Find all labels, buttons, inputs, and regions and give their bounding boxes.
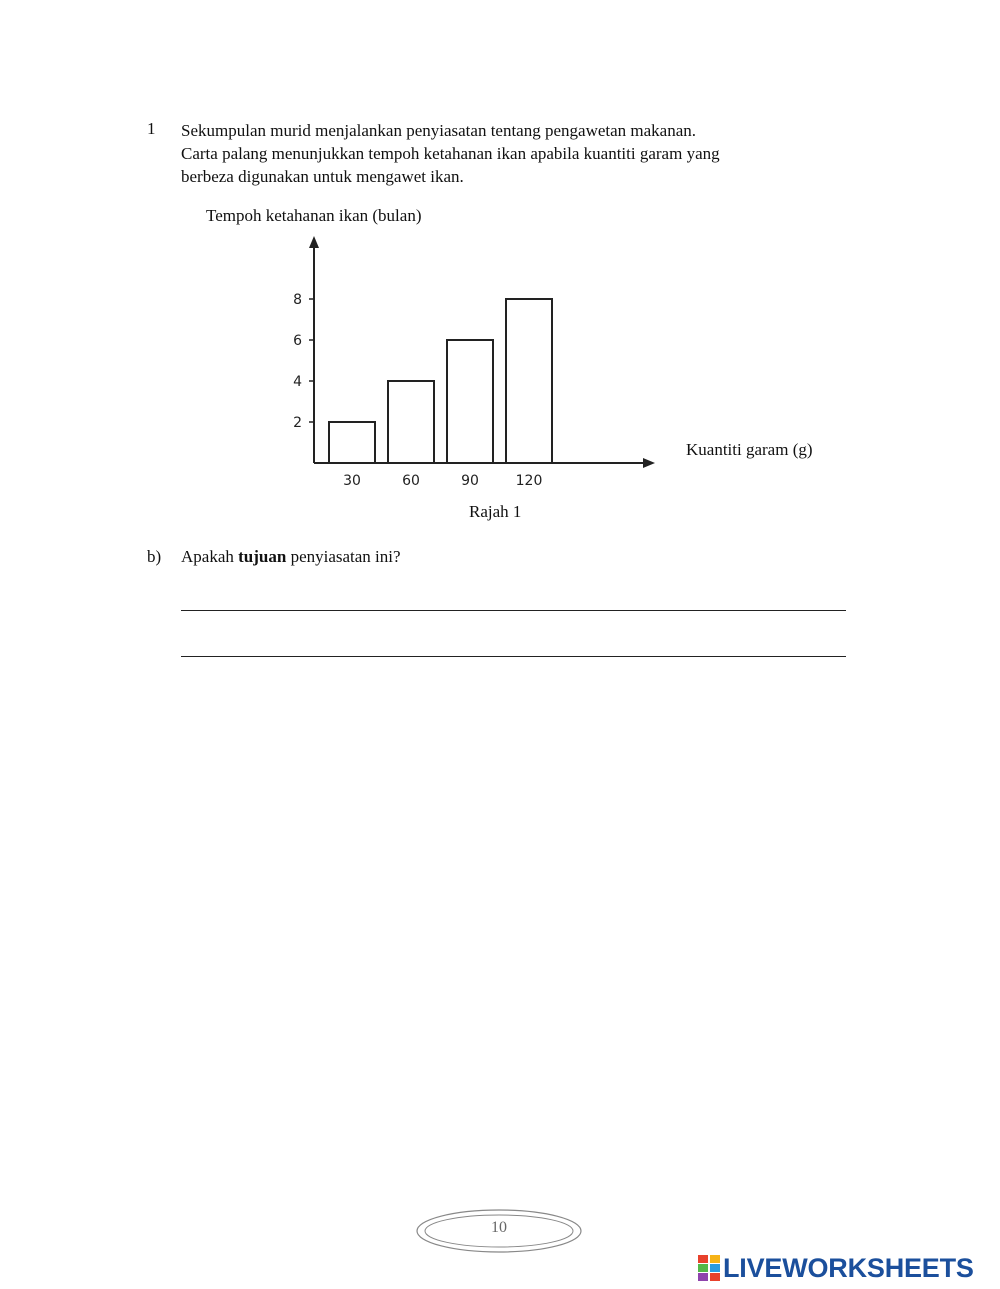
x-axis-arrow: [643, 458, 655, 468]
bar-30: [329, 422, 375, 463]
bar-60: [388, 381, 434, 463]
part-b-prefix: Apakah: [181, 547, 239, 566]
page-number: 10: [491, 1219, 507, 1236]
bar-120: [506, 299, 552, 463]
y-tick-label-6: 6: [293, 333, 302, 349]
part-b-suffix: penyiasatan ini?: [286, 547, 401, 566]
y-tick-label-2: 2: [293, 415, 302, 431]
part-b-label: b): [147, 547, 162, 566]
part-b-bold-word: tujuan: [238, 547, 287, 566]
question-line-1: Sekumpulan murid menjalankan penyiasatan tentang pengawetan makanan.: [181, 121, 697, 140]
chart-caption: Rajah 1: [469, 502, 522, 521]
y-axis-arrow: [309, 236, 319, 248]
answer-line-1[interactable]: [181, 610, 846, 611]
bar-chart: [0, 0, 1000, 520]
chart-x-axis-label: Kuantiti garam (g): [686, 440, 813, 459]
answer-line-2[interactable]: [181, 656, 846, 657]
x-tick-label-90: 90: [461, 473, 479, 489]
chart-y-axis-label: Tempoh ketahanan ikan (bulan): [206, 206, 422, 225]
x-tick-label-30: 30: [343, 473, 361, 489]
x-tick-label-60: 60: [402, 473, 420, 489]
x-tick-label-120: 120: [515, 473, 543, 489]
y-tick-label-4: 4: [293, 374, 302, 390]
brand-logo-icon: [698, 1255, 720, 1281]
brand-watermark: [698, 1253, 974, 1283]
question-line-3: berbeza digunakan untuk mengawet ikan.: [181, 167, 464, 186]
y-tick-label-8: 8: [293, 292, 302, 308]
question-line-2: Carta palang menunjukkan tempoh ketahanan ikan apabila kuantiti garam yang: [181, 144, 720, 163]
brand-name: LIVEWORKSHEETS: [723, 1253, 974, 1283]
bar-90: [447, 340, 493, 463]
part-b-question: [181, 547, 401, 567]
question-number: 1: [147, 119, 156, 138]
